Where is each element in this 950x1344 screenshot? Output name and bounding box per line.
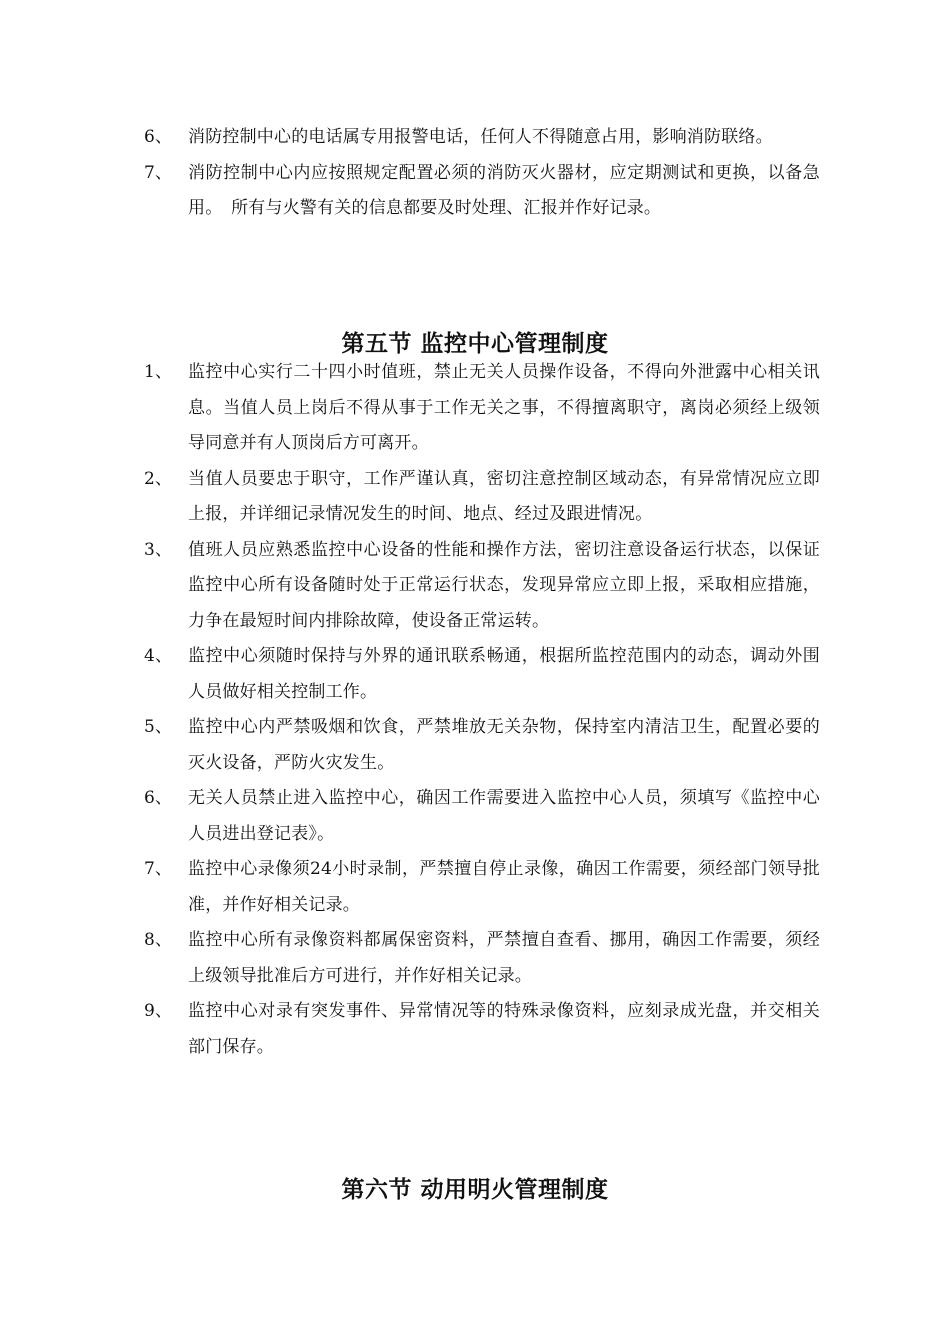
item-number: 7、 bbox=[144, 859, 173, 879]
item-text: 监控中心须随时保持与外界的通讯联系畅通，根据所监控范围内的动态，调动外围人员做好相关控制工作。 bbox=[188, 646, 820, 702]
item-number: 9、 bbox=[144, 1001, 173, 1021]
list-item bbox=[144, 710, 820, 781]
item-number: 6、 bbox=[144, 127, 173, 147]
list-item bbox=[144, 852, 820, 923]
list-item bbox=[144, 462, 820, 533]
fire-control-list-continued bbox=[144, 120, 820, 227]
item-number: 4、 bbox=[144, 646, 173, 666]
monitoring-center-rules-list bbox=[144, 355, 820, 1065]
list-item bbox=[144, 355, 820, 462]
item-number: 5、 bbox=[144, 717, 173, 737]
item-text: 监控中心录像须24小时录制，严禁擅自停止录像，确因工作需要，须经部门领导批准，并作好相关记录。 bbox=[188, 859, 820, 915]
list-item bbox=[144, 120, 820, 156]
item-text: 监控中心实行二十四小时值班，禁止无关人员操作设备，不得向外泄露中心相关讯息。当值人员上岗后不得从事于工作无关之事，不得擅离职守，离岗必须经上级领导同意并有人顶岗后方可离开。 bbox=[188, 362, 820, 453]
item-text: 监控中心对录有突发事件、异常情况等的特殊录像资料，应刻录成光盘，并交相关部门保存。 bbox=[188, 1001, 820, 1057]
list-item bbox=[144, 156, 820, 227]
item-text: 无关人员禁止进入监控中心，确因工作需要进入监控中心人员，须填写《监控中心人员进出登记表》。 bbox=[188, 788, 820, 844]
item-number: 3、 bbox=[144, 539, 173, 560]
item-text: 当值人员要忠于职守，工作严谨认真，密切注意控制区域动态，有异常情况应立即上报，并详细记录情况发生的时间、地点、经过及跟进情况。 bbox=[188, 468, 820, 524]
item-text: 消防控制中心的电话属专用报警电话，任何人不得随意占用，影响消防联络。 bbox=[188, 127, 773, 147]
item-text: 监控中心内严禁吸烟和饮食，严禁堆放无关杂物，保持室内清洁卫生，配置必要的灭火设备，严防火灾发生。 bbox=[188, 717, 820, 773]
section-heading-monitoring-center: 第五节 监控中心管理制度 bbox=[341, 331, 609, 358]
list-item bbox=[144, 923, 820, 994]
item-number: 2、 bbox=[144, 468, 173, 489]
list-item bbox=[144, 781, 820, 852]
list-item bbox=[144, 994, 820, 1065]
item-number: 7、 bbox=[144, 162, 173, 183]
item-text: 监控中心所有录像资料都属保密资料，严禁擅自查看、挪用，确因工作需要，须经上级领导批准后方可进行，并作好相关记录。 bbox=[188, 930, 820, 986]
list-item bbox=[144, 533, 820, 640]
item-text: 值班人员应熟悉监控中心设备的性能和操作方法，密切注意设备运行状态，以保证监控中心所有设备随时处于正常运行状态，发现异常应立即上报，采取相应措施，力争在最短时间内排除故障，使设备正常运转。 bbox=[188, 539, 820, 631]
item-text: 消防控制中心内应按照规定配置必须的消防灭火器材，应定期测试和更换，以备急用。 所有与火警有关的信息都要及时处理、汇报并作好记录。 bbox=[188, 162, 820, 218]
item-number: 1、 bbox=[144, 362, 173, 382]
item-number: 6、 bbox=[144, 788, 173, 808]
section-heading-open-flame: 第六节 动用明火管理制度 bbox=[341, 1177, 609, 1204]
item-number: 8、 bbox=[144, 930, 173, 950]
list-item bbox=[144, 639, 820, 710]
